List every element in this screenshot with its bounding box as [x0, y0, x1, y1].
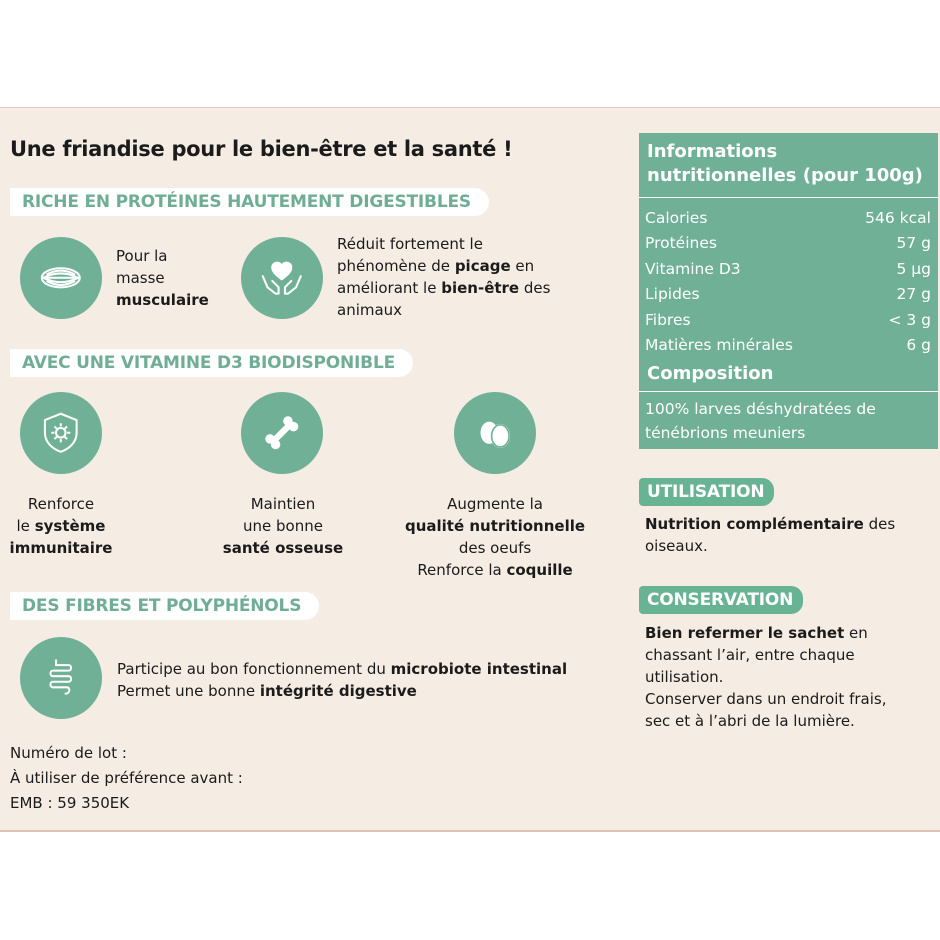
nutrition-row: Protéines 57 g: [645, 234, 931, 252]
muscle-text: Pour la masse musculaire: [116, 247, 209, 309]
conservation-text: Bien refermer le sachet en chassant l’air, entre chaque utilisation. Conserver dans un endroit frais, sec et à l’abri de la lumière.: [645, 624, 887, 730]
intestine-icon: [20, 637, 102, 719]
bone-text: Maintien une bonne santé osseuse: [222, 495, 344, 557]
immune-text: Renforce le système immunitaire: [9, 495, 113, 557]
lot-number: Numéro de lot :: [10, 744, 127, 762]
shield-virus-icon: [20, 392, 102, 474]
section-heading-utilisation: UTILISATION: [639, 478, 774, 506]
nutrition-title: Informations nutritionnelles (pour 100g): [647, 141, 923, 186]
section-heading-vitamin: AVEC UNE VITAMINE D3 BIODISPONIBLE: [10, 349, 413, 377]
emb-code: EMB : 59 350EK: [10, 794, 130, 812]
nutrition-divider: [639, 197, 938, 198]
best-before: À utiliser de préférence avant :: [10, 769, 243, 787]
picage-text: Réduit fortement le phénomène de picage en améliorant le bien-être des animaux: [337, 235, 551, 319]
fibres-text: Participe au bon fonctionnement du microbiote intestinal Permet une bonne intégrité digestive: [117, 660, 568, 700]
composition-divider: [639, 391, 938, 392]
nutrition-row: Matières minérales 6 g: [645, 336, 931, 354]
page-title: Une friandise pour le bien-être et la santé !: [10, 137, 513, 161]
eggs-text: Augmente la qualité nutritionnelle des oeufs Renforce la coquille: [404, 495, 586, 579]
eggs-icon: [454, 392, 536, 474]
section-heading-proteins: RICHE EN PROTÉINES HAUTEMENT DIGESTIBLES: [10, 188, 489, 216]
muscle-icon: [20, 237, 102, 319]
heart-hands-icon: [241, 237, 323, 319]
nutrition-box: [639, 133, 938, 449]
composition-text: 100% larves déshydratées de ténébrions meuniers: [645, 400, 876, 442]
nutrition-row: Vitamine D3 5 µg: [645, 260, 931, 278]
nutrition-row: Calories 546 kcal: [645, 209, 931, 227]
section-heading-conservation: CONSERVATION: [639, 586, 803, 614]
bone-icon: [241, 392, 323, 474]
utilisation-text: Nutrition complémentaire des oiseaux.: [645, 515, 896, 555]
section-heading-fibres: DES FIBRES ET POLYPHÉNOLS: [10, 592, 319, 620]
nutrition-row: Fibres < 3 g: [645, 311, 931, 329]
nutrition-row: Lipides 27 g: [645, 285, 931, 303]
composition-title: Composition: [647, 363, 774, 384]
